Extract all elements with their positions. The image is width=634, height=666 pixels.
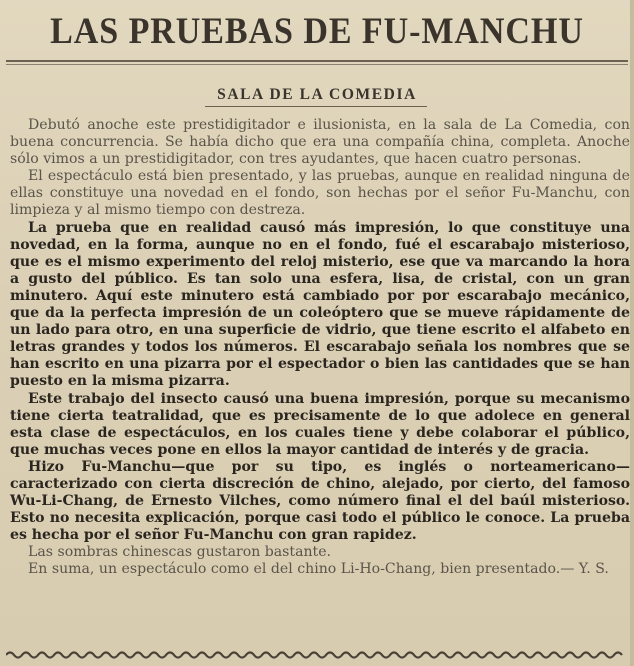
paragraph-insect: Este trabajo del insecto causó una buena impresión, porque su mecanismo tiene cierta teatralidad, que es precisamente de lo que adolece en general esta clase de espectáculos, en los cuales tiene y debe colaborar el público, que muchas veces pone en ellos la mayor cantidad de interés y de gracia. xyxy=(10,390,630,458)
paragraph-presentation: El espectáculo está bien presentado, y las pruebas, aunque en realidad ninguna de ellas constituye una novedad en el fondo, son hechas por el señor Fu-Manchu, con limpieza y al mismo tiempo con destreza. xyxy=(10,168,630,219)
article-subheading: SALA DE LA COMEDIA xyxy=(217,86,417,103)
paragraph-finale: Hizo Fu-Manchu—que por su tipo, es inglés o norteamericano—caracterizado con cierta discreción de chino, alejado, por cierto, del famoso Wu-Li-Chang, de Ernesto Vilches, como número final el del baúl misterioso. Esto no necesita explicación, porque casi todo el público le conoce. La prueba es hecha por el señor Fu-Manchu con gran rapidez. xyxy=(10,458,630,544)
paragraph-shadows: Las sombras chinescas gustaron bastante. xyxy=(28,544,332,561)
paragraph-conclusion: En suma, un espectáculo como el del chino Li-Ho-Chang, bien presentado.— Y. S. xyxy=(28,561,609,578)
paragraph-scarab: La prueba que en realidad causó más impresión, lo que constituye una novedad, en la forma, aunque no en el fondo, fué el escarabajo misterioso, que es el mismo experimento del reloj misterio, ese que va marcando la hora a gusto del público. Es tan solo una esfera, lisa, de cristal, con un gran minutero. Aquí este minutero está cambiado por por escarabajo mecánico, que da la perfecta impresión de un coleóptero que se mueve rápidamente de un lado para otro, en una superficie de vidrio, que tiene escrito el alfabeto en letras grandes y todos los números. El escarabajo señala los nombres que se han escrito en una pizarra por el espectador o bien las cantidades que se han puesto en la misma pizarra. xyxy=(10,219,630,390)
page-edge xyxy=(630,0,634,666)
paragraph-debut: Debutó anoche este prestidigitador e ilusionista, en la sala de La Comedia, con buena concurrencia. Se había dicho que era una compañía china, completa. Anoche sólo vimos a un prestidigitador, con tres ayudantes, que hacen cuatro personas. xyxy=(10,117,630,168)
subheading-underline xyxy=(205,106,427,107)
article-body xyxy=(10,117,630,579)
headline-rule-thin xyxy=(6,64,628,65)
bottom-wavy-rule xyxy=(6,650,628,660)
article-headline: LAS PRUEBAS DE FU-MANCHU xyxy=(50,11,584,52)
headline-rule xyxy=(6,60,628,62)
